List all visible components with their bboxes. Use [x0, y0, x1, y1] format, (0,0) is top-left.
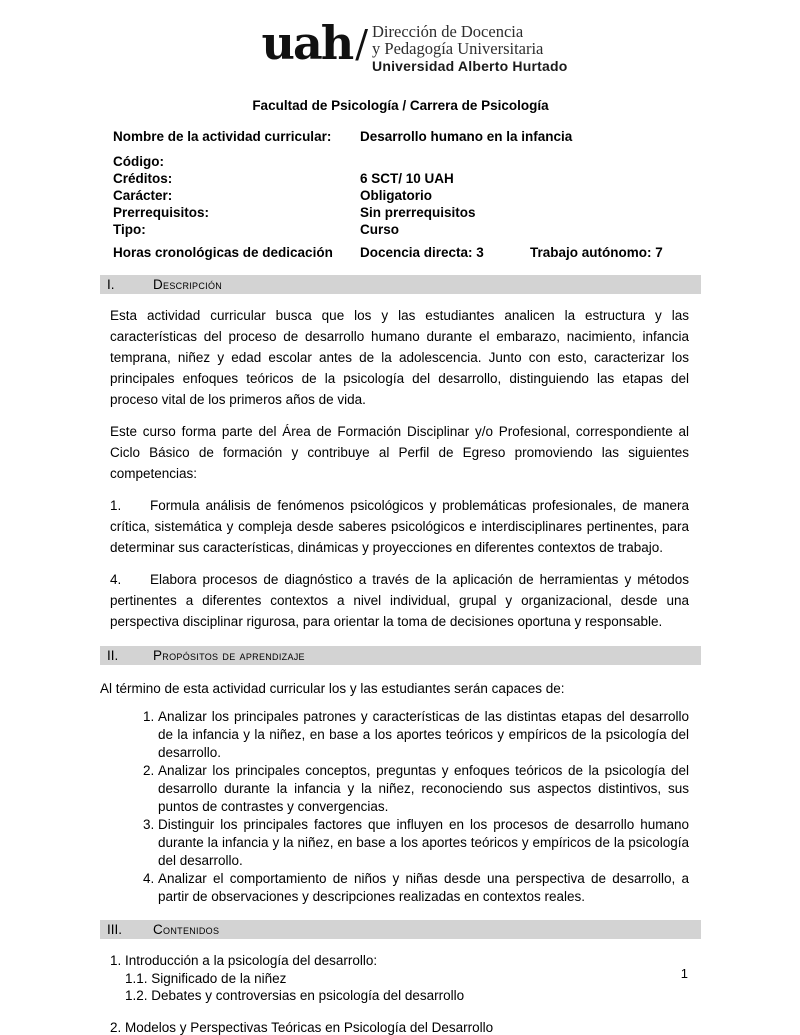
- docencia-directa-value: Docencia directa: 3: [360, 245, 484, 260]
- list-item: 1. Analizar los principales patrones y características de las distintas etapas del desarrollo de la infancia y la niñez, en base a los aportes teóricos y empíricos de la psicología del desarrollo.: [158, 708, 689, 762]
- logo-university-name: Universidad Alberto Hurtado: [372, 58, 568, 74]
- competencia-4-text: Elabora procesos de diagnóstico a través de la aplicación de herramientas y métodos pertinentes a diferentes contextos a nivel individual, grupal y organizacional, desde una perspectiva disciplinar rigurosa, para orientar la toma de decisiones oportuna y responsable.: [110, 572, 689, 629]
- descripcion-paragraph-1: Esta actividad curricular busca que los y las estudiantes analicen la estructura y las características del proceso de desarrollo humano durante el embarazo, nacimiento, infancia temprana, niñez y edad escolar antes de la adolescencia. Junto con esto, caracterizar los principales enfoques teóricos de la psicología del desarrollo, distinguiendo las etapas del proceso vital de los primeros años de vida.: [110, 308, 689, 407]
- table-row: [100, 204, 701, 221]
- table-row: [100, 153, 701, 170]
- section-numeral: II.: [107, 648, 119, 663]
- page-title: Facultad de Psicología / Carrera de Psicología: [252, 98, 549, 113]
- section-header-propositos: [100, 646, 701, 665]
- list-item: 4. Analizar el comportamiento de niños y niñas desde una perspectiva de desarrollo, a partir de observaciones y descripciones realizadas en contextos reales.: [158, 870, 689, 906]
- content-unit-2: 2. Modelos y Perspectivas Teóricas en Psicología del Desarrollo: [110, 1019, 494, 1035]
- page-number: 1: [680, 966, 688, 981]
- section-numeral: I.: [107, 277, 115, 292]
- logo-unit-line2: y Pedagogía Universitaria: [372, 38, 544, 58]
- learning-objectives-list: [100, 708, 689, 906]
- table-row: [100, 129, 701, 144]
- content-unit-1: 1. Introducción a la psicología del desarrollo:: [110, 953, 378, 968]
- header: [100, 18, 701, 74]
- list-item: 2. Analizar los principales conceptos, preguntas y enfoques teóricos de la psicología del desarrollo durante la infancia y la niñez, reconociendo sus aspectos distintivos, sus puntos de contrastes y convergencias.: [158, 762, 689, 816]
- content-unit-1-2: 1.2. Debates y controversias en psicología del desarrollo: [125, 988, 465, 1003]
- course-info-table: [100, 129, 701, 260]
- creditos-label: Créditos:: [113, 171, 173, 186]
- prerrequisitos-label: Prerrequisitos:: [113, 205, 210, 220]
- course-name-value: Desarrollo humano en la infancia: [360, 129, 573, 144]
- tipo-value: Curso: [360, 222, 400, 237]
- logo-text-block: [372, 18, 567, 74]
- competencia-1-number: 1.: [110, 498, 122, 513]
- competencia-4: [110, 569, 689, 632]
- codigo-label: Código:: [113, 154, 164, 169]
- caracter-label: Carácter:: [113, 188, 173, 203]
- competencia-1: [110, 495, 689, 558]
- section-numeral: III.: [107, 922, 123, 937]
- creditos-value: 6 SCT/ 10 UAH: [360, 171, 454, 186]
- section-header-descripcion: [100, 275, 701, 294]
- trabajo-autonomo-value: Trabajo autónomo: 7: [530, 245, 663, 260]
- uah-wordmark: uah: [261, 16, 353, 70]
- caracter-value: Obligatorio: [360, 188, 432, 203]
- logo-unit-name: [372, 24, 567, 57]
- competencia-1-text: Formula análisis de fenómenos psicológicos y problemáticas profesionales, de manera crítica, sistemática y compleja desde saberes psicológicos e interdisciplinares pertinentes, para determinar sus características, dinámicas y proyecciones en diferentes contextos de trabajo.: [110, 498, 689, 555]
- horas-label: Horas cronológicas de dedicación: [113, 245, 333, 260]
- section-header-contenidos: [100, 920, 701, 939]
- course-name-label: Nombre de la actividad curricular:: [113, 129, 332, 144]
- tipo-label: Tipo:: [113, 222, 146, 237]
- content-unit-1-1: 1.1. Significado de la niñez: [125, 970, 287, 986]
- course-attributes-group: [100, 153, 701, 238]
- list-item: 3. Distinguir los principales factores que influyen en los procesos de desarrollo humano durante la infancia y la niñez, en base a los aportes teóricos y empíricos de la psicología del desarrollo.: [158, 816, 689, 870]
- uah-slash-icon: /: [355, 22, 369, 66]
- competencia-4-number: 4.: [110, 572, 122, 587]
- codigo-value: [360, 153, 530, 170]
- descripcion-paragraph-2: Este curso forma parte del Área de Formación Disciplinar y/o Profesional, correspondiente al Ciclo Básico de formación y contribuye al Perfil de Egreso promoviendo las siguientes competencias:: [110, 424, 689, 481]
- uah-logo: [262, 18, 568, 74]
- table-row: [100, 187, 701, 204]
- section-heading: Descripción: [153, 277, 223, 292]
- table-row: [100, 170, 701, 187]
- propositos-intro: Al término de esta actividad curricular los y las estudiantes serán capaces de:: [100, 681, 565, 696]
- prerrequisitos-value: Sin prerrequisitos: [360, 205, 476, 220]
- table-row: [100, 221, 701, 238]
- section-heading: Propósitos de aprendizaje: [153, 648, 305, 663]
- table-row-hours: [100, 245, 701, 260]
- section-heading: Contenidos: [153, 922, 220, 937]
- logo-unit-line1: Dirección de Docencia: [372, 22, 524, 41]
